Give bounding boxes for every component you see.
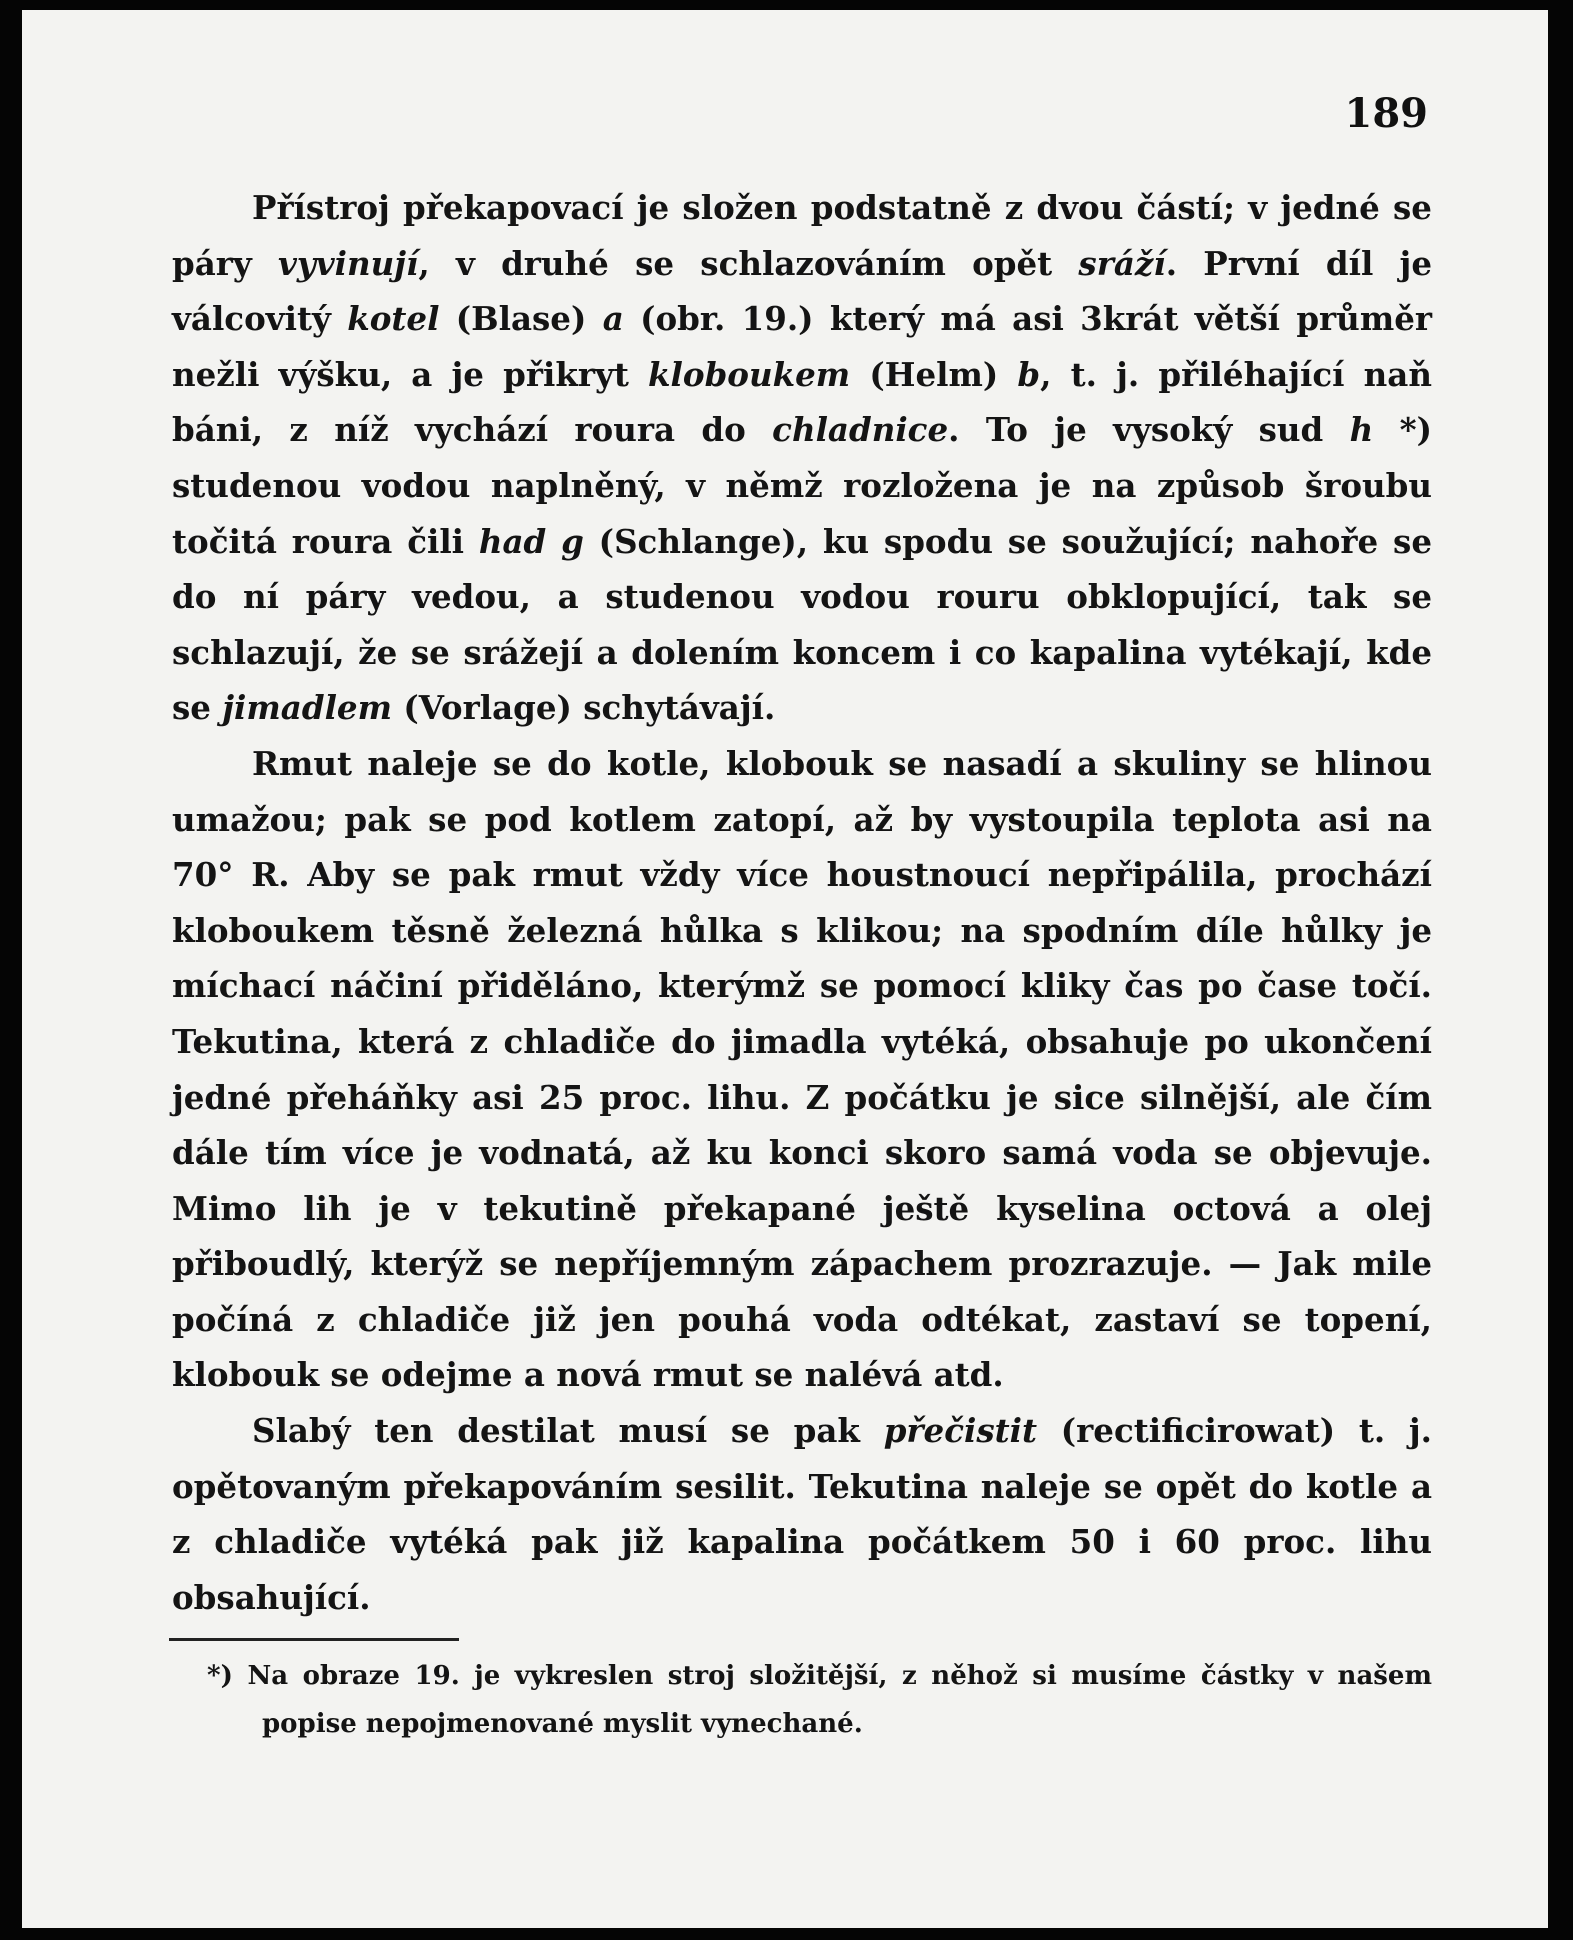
text-run: (Blase) [439,299,603,339]
italic-term: kloboukem [648,354,851,394]
book-page [22,10,1548,1928]
text-run: (rectificirowat) t. j. opětovaným překapováním sesilit. Tekutina naleje se opět do kotle a z chladiče vytéká pak již kapalina počátkem 50 i 60 proc. lihu obsahující. [172,1411,1432,1617]
italic-term: vyvinují [278,243,419,283]
italic-term: přečistit [883,1411,1038,1451]
text-run: , t. j. přiléhající naň báni, z níž vychází roura do [172,354,1432,450]
text-run: (Vorlage) schytávají. [392,688,776,728]
paragraph-1 [172,180,1432,736]
text-run: , v druhé se schlazováním opět [418,243,1079,283]
text-run: (Schlange), ku spodu se soužující; nahoře se do ní páry vedou, a studenou vodou rouru obklopující, tak se schlazují, že se srážejí a dolením koncem i co kapalina vytékají, kde se [172,521,1432,728]
italic-term: b [1017,354,1041,394]
text-run: Přístroj překapovací je složen podstatně z dvou částí; v jedné se páry [172,188,1432,283]
italic-term: chladnice [772,410,949,450]
body-text [172,180,1432,1625]
italic-term: sráží [1078,243,1166,283]
footnote: *) Na obraze 19. je vykreslen stroj složitější, z něhož si musíme částky v našem popise nepojmenované myslit vynechané. [207,1661,1432,1739]
text-run: Rmut naleje se do kotle, klobouk se nasadí a skuliny se hlinou umažou; pak se pod kotlem zatopí, až by vystoupila teplota asi na 70° R. Aby se pak rmut vždy více houstnoucí nepřipálila, prochází kloboukem těsně železná hůlka s klikou; na spodním díle hůlky je míchací náčiní přiděláno, kterýmž se pomocí kliky čas po čase točí. Tekutina, která z chladiče do jimadla vytéká, obsahuje po ukončení jedné přeháňky asi 25 proc. lihu. Z počátku je sice silnější, ale čím dále tím více je vodnatá, až ku konci skoro samá voda se objevuje. Mimo lih je v tekutině překapané ještě kyselina octová a olej přiboudlý, kterýž se nepříjemným zápachem prozrazuje. — Jak mile počíná z chladiče již jen pouhá voda odtékat, zastaví se topení, klobouk se odejme a nová rmut se nalévá atd. [172,743,1432,1395]
footnote-divider [169,1638,459,1641]
text-run: *) studenou vodou naplněný, v němž rozložena je na způsob šroubu točitá roura čili [172,410,1432,561]
italic-term: had g [478,521,584,561]
text-run: (Helm) [850,354,1018,394]
italic-term: kotel [347,299,440,339]
text-run: (obr. 19.) který má asi 3krát větší průměr nežli výšku, a je přikryt [172,299,1433,394]
text-run: . To je vysoký sud [948,410,1350,450]
italic-term: jimadlem [222,688,392,728]
paragraph-2 [172,736,1432,1403]
text-run: . První díl je válcovitý [172,243,1432,339]
text-run: Slabý ten destilat musí se pak [252,1411,884,1451]
paragraph-3 [172,1403,1432,1625]
italic-term: a [602,299,624,339]
page-number: 189 [1344,90,1428,137]
italic-term: h [1349,410,1374,450]
